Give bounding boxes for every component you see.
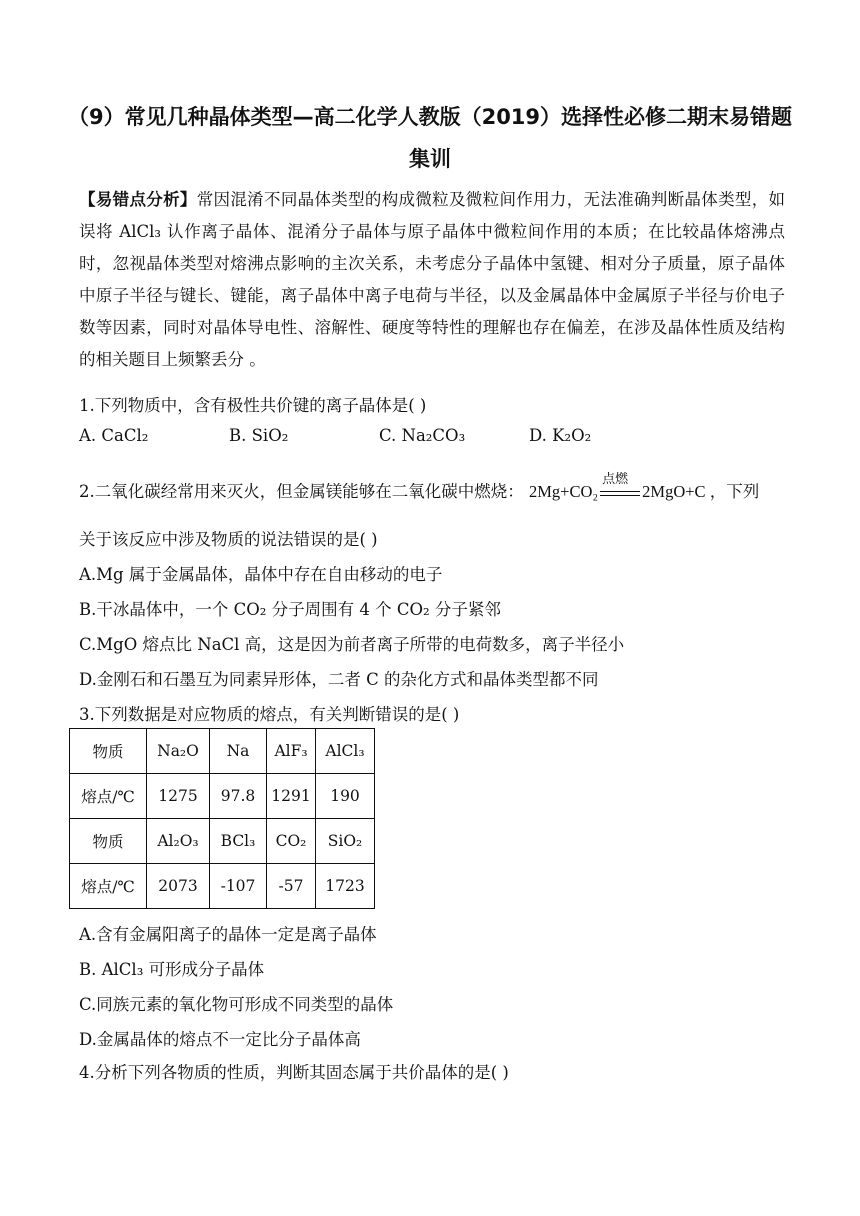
q2-option-c: C.MgO 熔点比 NaCl 高，这是因为前者离子所带的电荷数多，离子半径小 bbox=[79, 635, 625, 654]
table-cell: 1723 bbox=[316, 864, 375, 909]
table-cell: Na₂O bbox=[147, 729, 210, 774]
q3-option-b: B. AlCl₃ 可形成分子晶体 bbox=[79, 960, 265, 979]
q1-option-c: C. Na₂CO₃ bbox=[379, 426, 466, 445]
table-cell: 熔点/℃ bbox=[70, 774, 147, 819]
q2-stem bbox=[79, 471, 760, 502]
q1-option-b: B. SiO₂ bbox=[229, 426, 289, 445]
table-cell: -57 bbox=[267, 864, 316, 909]
q3-stem: 3.下列数据是对应物质的熔点，有关判断错误的是( ) bbox=[79, 705, 460, 724]
table-cell: Na bbox=[210, 729, 267, 774]
table-cell: SiO₂ bbox=[316, 819, 375, 864]
table-cell: 1275 bbox=[147, 774, 210, 819]
error-analysis-paragraph bbox=[79, 184, 785, 376]
q2-equation bbox=[529, 471, 710, 501]
table-cell: -107 bbox=[210, 864, 267, 909]
table-cell: 1291 bbox=[267, 774, 316, 819]
table-row bbox=[70, 729, 375, 774]
table-row bbox=[70, 864, 375, 909]
table-cell: AlF₃ bbox=[267, 729, 316, 774]
table-cell: CO₂ bbox=[267, 819, 316, 864]
q3-option-d: D.金属晶体的熔点不一定比分子晶体高 bbox=[79, 1030, 361, 1049]
q1-option-a: A. CaCl₂ bbox=[79, 426, 149, 445]
table-cell: AlCl₃ bbox=[316, 729, 375, 774]
table-cell: 2073 bbox=[147, 864, 210, 909]
analysis-body: 常因混淆不同晶体类型的构成微粒及微粒间作用力，无法准确判断晶体类型，如误将 AlCl₃ 认作离子晶体、混淆分子晶体与原子晶体中微粒间作用的本质；在比较晶体熔沸点时，忽视晶体类型对熔沸点影响的主次关系，未考虑分子晶体中氢键、相对分子质量，原子晶体中原子半径与键长、键能，离子晶体中离子电荷与半径，以及金属晶体中金属原子半径与价电子数等因素，同时对晶体导电性、溶解性、硬度等特性的理解也存在偏差，在涉及晶体性质及结构的相关题目上频繁丢分 。 bbox=[79, 190, 786, 369]
table-cell: 97.8 bbox=[210, 774, 267, 819]
q2-option-a: A.Mg 属于金属晶体，晶体中存在自由移动的电子 bbox=[79, 565, 443, 584]
table-cell: 190 bbox=[316, 774, 375, 819]
table-row bbox=[70, 819, 375, 864]
reaction-arrow bbox=[600, 471, 640, 500]
table-cell: Al₂O₃ bbox=[147, 819, 210, 864]
table-cell: 物质 bbox=[70, 729, 147, 774]
table-cell: BCl₃ bbox=[210, 819, 267, 864]
page-title: （9）常见几种晶体类型—高二化学人教版（2019）选择性必修二期末易错题集训 bbox=[67, 105, 793, 171]
q2-stem-post: ，下列 bbox=[709, 482, 760, 501]
table-cell: 熔点/℃ bbox=[70, 864, 147, 909]
table-row bbox=[70, 774, 375, 819]
q4-stem: 4.分析下列各物质的性质，判断其固态属于共价晶体的是( ) bbox=[79, 1063, 509, 1082]
q1-stem: 1.下列物质中，含有极性共价键的离子晶体是( ) bbox=[79, 396, 427, 415]
reaction-condition: 点燃 bbox=[602, 471, 629, 487]
melting-point-table bbox=[69, 728, 375, 909]
q2-option-d: D.金刚石和石墨互为同素异形体，二者 C 的杂化方式和晶体类型都不同 bbox=[79, 670, 599, 689]
q3-option-c: C.同族元素的氧化物可形成不同类型的晶体 bbox=[79, 995, 394, 1014]
q1-option-d: D. K₂O₂ bbox=[529, 426, 592, 445]
q2-stem-cont: 关于该反应中涉及物质的说法错误的是( ) bbox=[79, 530, 378, 549]
q2-stem-pre: 2.二氧化碳经常用来灭火，但金属镁能够在二氧化碳中燃烧： bbox=[79, 482, 524, 501]
equation-right: 2MgO+C bbox=[642, 482, 706, 501]
analysis-label: 【易错点分析】 bbox=[79, 190, 197, 209]
table-cell: 物质 bbox=[70, 819, 147, 864]
q3-option-a: A.含有金属阳离子的晶体一定是离子晶体 bbox=[79, 925, 377, 944]
q2-option-b: B.干冰晶体中，一个 CO₂ 分子周围有 4 个 CO₂ 分子紧邻 bbox=[79, 600, 501, 619]
equation-left: 2Mg+CO₂ bbox=[529, 482, 599, 501]
